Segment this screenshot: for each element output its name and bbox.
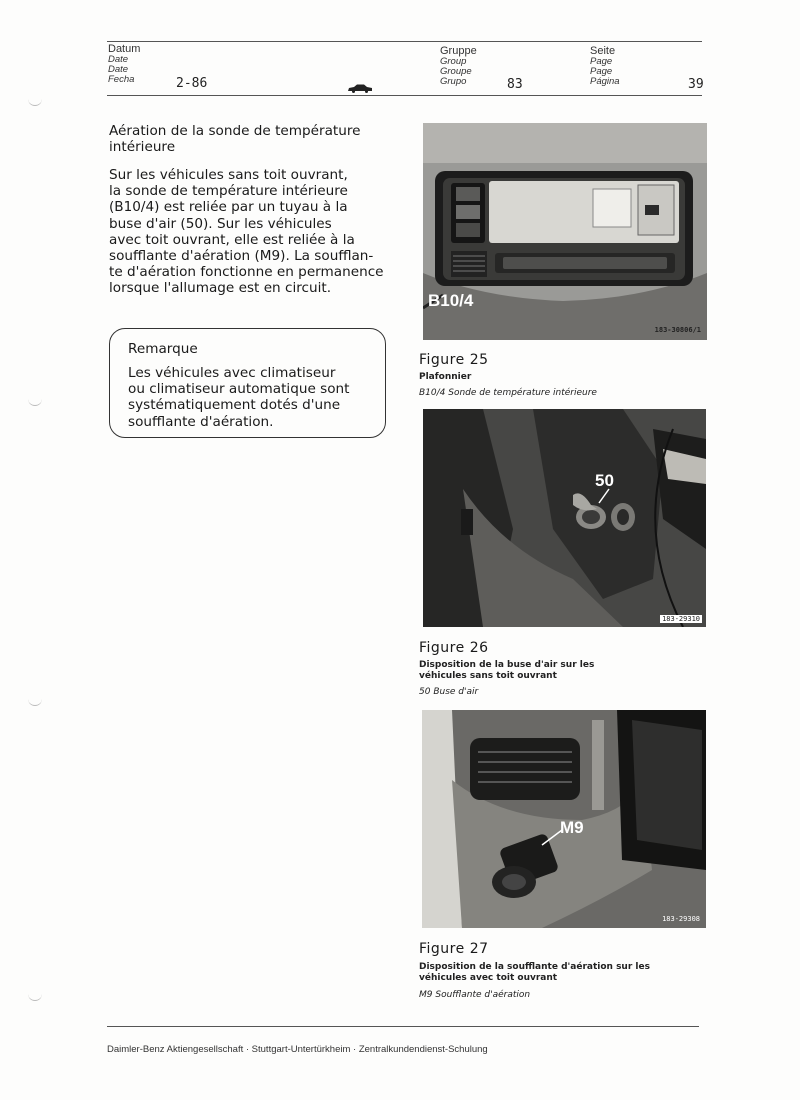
paragraph-line: Sur les véhicules sans toit ouvrant, [109,167,348,183]
paragraph-line: te d'aération fonctionne en permanence [109,264,384,281]
figure-25-title: Figure 25 [419,352,489,368]
date-label-fr: Date [108,64,129,75]
paragraph-line: la sonde de température intérieure [109,183,348,200]
figure-26-photo [423,409,706,627]
note-line: ou climatiseur automatique sont [128,381,350,398]
section-title-line: Aération de la sonde de température [109,123,361,139]
footer-text: Daimler-Benz Aktiengesellschaft · Stuttgart-Untertürkheim · Zentralkundendienst-Schulung [107,1044,488,1055]
figure-25-caption [419,372,471,383]
figure-27-ref: 183-29308 [662,915,700,923]
group-labels [440,46,477,87]
binder-hole-mark [28,992,42,1001]
footer-rule [107,1026,699,1027]
note-text [128,365,349,430]
figure-25-callout: B10/4 [428,291,474,310]
figure-26-caption-line: Disposition de la buse d'air sur les [419,660,595,670]
figure-25-legend: B10/4 Sonde de température intérieure [419,388,597,398]
note-title: Remarque [128,341,198,357]
figure-26-callout: 50 [595,471,614,490]
figure-27-title: Figure 27 [419,941,489,957]
header-top-rule [107,41,702,42]
binder-hole-mark [28,97,42,106]
note-line: soufflante d'aération. [128,413,274,430]
group-label-en: Group [440,56,467,67]
date-label-de: Datum [108,43,141,55]
date-label-en: Date [108,54,129,65]
paragraph-line: buse d'air (50). Sur les véhicules [109,215,332,232]
figure-27-caption-line: Disposition de la soufflante d'aération sur les [419,962,650,972]
date-label-es: Fecha [108,74,135,85]
date-labels [108,44,140,85]
figure-25-photo [423,123,707,340]
figure-27-caption [419,962,650,984]
main-paragraph [109,167,384,297]
figure-26-title: Figure 26 [419,640,489,656]
binder-hole-mark [28,397,42,406]
figure-27-photo [422,710,706,928]
page-labels [590,46,620,87]
figure-27-legend: M9 Soufflante d'aération [419,990,531,1000]
figure-25-ref: 183-30806/1 [654,326,701,334]
binder-hole-mark [28,697,42,706]
page-label-de: Seite [590,45,616,57]
group-label-de: Gruppe [440,45,477,57]
page-label-en: Page [590,56,613,67]
note-line: Les véhicules avec climatiseur [128,365,336,381]
figure-26-legend: 50 Buse d'air [419,687,479,697]
group-value: 83 [507,77,523,92]
group-label-fr: Groupe [440,66,472,77]
figure-26-caption [419,660,594,682]
figure-25-caption-line: Plafonnier [419,372,472,382]
figure-27-caption-line: véhicules avec toit ouvrant [419,973,558,983]
section-title-line: intérieure [109,139,176,156]
paragraph-line: avec toit ouvrant, elle est reliée à la [109,231,355,248]
note-line: systématiquement dotés d'une [128,397,341,414]
section-title [109,123,361,155]
paragraph-line: soufflante d'aération (M9). La soufflan- [109,248,374,265]
page-number: 39 [688,77,704,92]
figure-27-callout: M9 [560,818,584,837]
paragraph-line: (B10/4) est reliée par un tuyau à la [109,199,348,216]
header-bottom-rule [107,95,702,96]
figure-26-caption-line: véhicules sans toit ouvrant [419,671,557,681]
page-label-es: Página [590,76,620,87]
page-label-fr: Page [590,66,613,77]
figure-26-ref: 183-29310 [662,615,700,623]
date-value: 2-86 [176,76,208,91]
paragraph-line: lorsque l'allumage est en circuit. [109,280,332,297]
group-label-es: Grupo [440,76,467,87]
